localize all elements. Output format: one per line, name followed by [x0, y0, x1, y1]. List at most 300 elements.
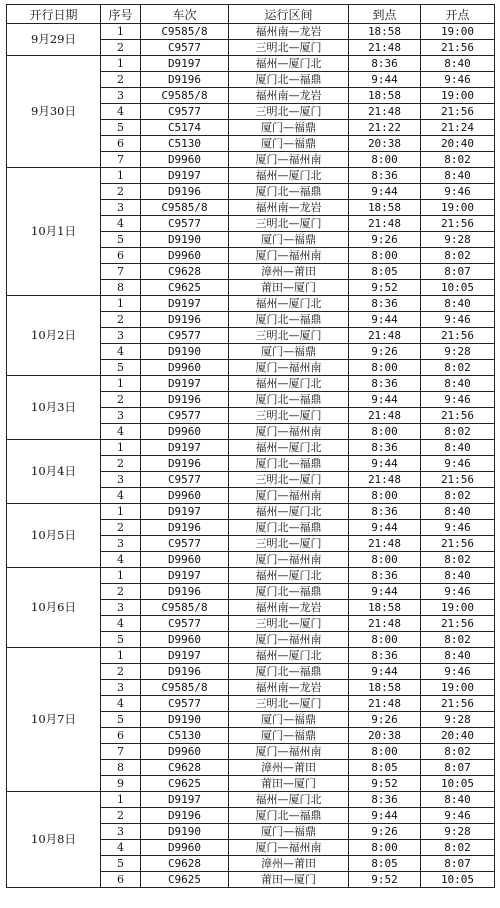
- route-cell: 厦门—福鼎: [229, 712, 349, 728]
- arrive-time-cell: 21:48: [349, 104, 421, 120]
- depart-time-cell: 9:28: [421, 344, 495, 360]
- arrive-time-cell: 8:00: [349, 552, 421, 568]
- header-seq: 序号: [101, 5, 141, 24]
- header-arrive: 到点: [349, 5, 421, 24]
- route-cell: 厦门北—福鼎: [229, 456, 349, 472]
- train-number-cell: C9585/8: [141, 680, 229, 696]
- route-cell: 福州南—龙岩: [229, 88, 349, 104]
- depart-time-cell: 8:40: [421, 296, 495, 312]
- seq-cell: 1: [101, 792, 141, 808]
- arrive-time-cell: 8:05: [349, 264, 421, 280]
- arrive-time-cell: 18:58: [349, 24, 421, 40]
- depart-time-cell: 9:46: [421, 184, 495, 200]
- table-row: [7, 440, 495, 456]
- train-number-cell: C9577: [141, 472, 229, 488]
- seq-cell: 2: [101, 392, 141, 408]
- depart-time-cell: 19:00: [421, 680, 495, 696]
- train-number-cell: C9577: [141, 104, 229, 120]
- arrive-time-cell: 8:00: [349, 744, 421, 760]
- arrive-time-cell: 8:00: [349, 360, 421, 376]
- arrive-time-cell: 21:48: [349, 216, 421, 232]
- train-number-cell: D9197: [141, 568, 229, 584]
- route-cell: 厦门—福州南: [229, 152, 349, 168]
- route-cell: 漳州—莆田: [229, 264, 349, 280]
- route-cell: 三明北—厦门: [229, 472, 349, 488]
- arrive-time-cell: 9:44: [349, 184, 421, 200]
- seq-cell: 1: [101, 504, 141, 520]
- depart-time-cell: 8:40: [421, 504, 495, 520]
- depart-time-cell: 9:28: [421, 824, 495, 840]
- arrive-time-cell: 9:44: [349, 520, 421, 536]
- train-number-cell: C5130: [141, 136, 229, 152]
- depart-time-cell: 21:56: [421, 696, 495, 712]
- depart-time-cell: 21:24: [421, 120, 495, 136]
- table-row: [7, 168, 495, 184]
- depart-time-cell: 8:02: [421, 632, 495, 648]
- route-cell: 福州—厦门北: [229, 648, 349, 664]
- train-number-cell: C9625: [141, 280, 229, 296]
- depart-time-cell: 10:05: [421, 776, 495, 792]
- arrive-time-cell: 21:48: [349, 40, 421, 56]
- depart-time-cell: 8:02: [421, 488, 495, 504]
- arrive-time-cell: 8:36: [349, 648, 421, 664]
- date-cell: 9月29日: [7, 24, 101, 56]
- table-body: [7, 24, 495, 888]
- train-number-cell: C9625: [141, 872, 229, 888]
- arrive-time-cell: 9:44: [349, 584, 421, 600]
- route-cell: 福州—厦门北: [229, 168, 349, 184]
- seq-cell: 1: [101, 648, 141, 664]
- train-number-cell: D9197: [141, 376, 229, 392]
- depart-time-cell: 8:02: [421, 424, 495, 440]
- seq-cell: 4: [101, 216, 141, 232]
- arrive-time-cell: 8:36: [349, 792, 421, 808]
- route-cell: 厦门—福州南: [229, 552, 349, 568]
- train-number-cell: C5174: [141, 120, 229, 136]
- seq-cell: 1: [101, 56, 141, 72]
- arrive-time-cell: 8:00: [349, 488, 421, 504]
- route-cell: 三明北—厦门: [229, 216, 349, 232]
- seq-cell: 3: [101, 328, 141, 344]
- seq-cell: 6: [101, 872, 141, 888]
- depart-time-cell: 9:46: [421, 808, 495, 824]
- train-number-cell: C9577: [141, 40, 229, 56]
- depart-time-cell: 9:46: [421, 584, 495, 600]
- arrive-time-cell: 8:00: [349, 632, 421, 648]
- seq-cell: 4: [101, 840, 141, 856]
- train-number-cell: C9628: [141, 856, 229, 872]
- route-cell: 厦门—福鼎: [229, 120, 349, 136]
- table-row: [7, 56, 495, 72]
- route-cell: 莆田—厦门: [229, 776, 349, 792]
- arrive-time-cell: 9:26: [349, 344, 421, 360]
- depart-time-cell: 21:56: [421, 536, 495, 552]
- route-cell: 厦门—福州南: [229, 248, 349, 264]
- route-cell: 厦门北—福鼎: [229, 392, 349, 408]
- arrive-time-cell: 8:36: [349, 56, 421, 72]
- arrive-time-cell: 18:58: [349, 680, 421, 696]
- arrive-time-cell: 9:52: [349, 280, 421, 296]
- train-number-cell: C9628: [141, 264, 229, 280]
- train-number-cell: D9197: [141, 792, 229, 808]
- seq-cell: 5: [101, 856, 141, 872]
- arrive-time-cell: 9:44: [349, 312, 421, 328]
- train-number-cell: C9577: [141, 216, 229, 232]
- route-cell: 福州南—龙岩: [229, 600, 349, 616]
- route-cell: 厦门—福鼎: [229, 232, 349, 248]
- depart-time-cell: 21:56: [421, 104, 495, 120]
- depart-time-cell: 8:07: [421, 856, 495, 872]
- route-cell: 福州南—龙岩: [229, 24, 349, 40]
- seq-cell: 6: [101, 248, 141, 264]
- train-number-cell: D9196: [141, 392, 229, 408]
- train-number-cell: D9196: [141, 664, 229, 680]
- arrive-time-cell: 8:00: [349, 248, 421, 264]
- seq-cell: 4: [101, 104, 141, 120]
- depart-time-cell: 19:00: [421, 88, 495, 104]
- arrive-time-cell: 20:38: [349, 728, 421, 744]
- seq-cell: 3: [101, 200, 141, 216]
- route-cell: 厦门—福州南: [229, 424, 349, 440]
- table-row: [7, 504, 495, 520]
- depart-time-cell: 8:40: [421, 168, 495, 184]
- arrive-time-cell: 8:36: [349, 376, 421, 392]
- seq-cell: 2: [101, 312, 141, 328]
- seq-cell: 6: [101, 136, 141, 152]
- route-cell: 三明北—厦门: [229, 408, 349, 424]
- train-number-cell: D9197: [141, 440, 229, 456]
- train-number-cell: D9196: [141, 520, 229, 536]
- route-cell: 福州—厦门北: [229, 440, 349, 456]
- depart-time-cell: 20:40: [421, 728, 495, 744]
- route-cell: 三明北—厦门: [229, 40, 349, 56]
- train-number-cell: D9196: [141, 456, 229, 472]
- arrive-time-cell: 9:44: [349, 72, 421, 88]
- depart-time-cell: 8:02: [421, 152, 495, 168]
- route-cell: 三明北—厦门: [229, 104, 349, 120]
- train-number-cell: D9196: [141, 72, 229, 88]
- arrive-time-cell: 21:22: [349, 120, 421, 136]
- date-cell: 9月30日: [7, 56, 101, 168]
- seq-cell: 4: [101, 344, 141, 360]
- seq-cell: 5: [101, 120, 141, 136]
- train-number-cell: D9190: [141, 824, 229, 840]
- arrive-time-cell: 9:52: [349, 776, 421, 792]
- route-cell: 莆田—厦门: [229, 280, 349, 296]
- train-number-cell: D9960: [141, 632, 229, 648]
- train-number-cell: D9960: [141, 488, 229, 504]
- route-cell: 漳州—莆田: [229, 856, 349, 872]
- seq-cell: 7: [101, 152, 141, 168]
- train-number-cell: D9960: [141, 552, 229, 568]
- table-row: [7, 792, 495, 808]
- depart-time-cell: 9:46: [421, 392, 495, 408]
- route-cell: 厦门—福鼎: [229, 344, 349, 360]
- route-cell: 漳州—莆田: [229, 760, 349, 776]
- train-number-cell: D9960: [141, 152, 229, 168]
- seq-cell: 2: [101, 40, 141, 56]
- seq-cell: 4: [101, 488, 141, 504]
- table-row: [7, 296, 495, 312]
- route-cell: 厦门—福州南: [229, 360, 349, 376]
- train-number-cell: D9196: [141, 808, 229, 824]
- depart-time-cell: 21:56: [421, 408, 495, 424]
- seq-cell: 3: [101, 824, 141, 840]
- seq-cell: 3: [101, 472, 141, 488]
- seq-cell: 4: [101, 696, 141, 712]
- seq-cell: 3: [101, 88, 141, 104]
- route-cell: 福州—厦门北: [229, 568, 349, 584]
- seq-cell: 3: [101, 600, 141, 616]
- arrive-time-cell: 21:48: [349, 696, 421, 712]
- depart-time-cell: 8:40: [421, 376, 495, 392]
- train-number-cell: D9190: [141, 712, 229, 728]
- route-cell: 厦门—福州南: [229, 744, 349, 760]
- train-number-cell: C9585/8: [141, 24, 229, 40]
- train-number-cell: D9960: [141, 360, 229, 376]
- arrive-time-cell: 9:26: [349, 232, 421, 248]
- depart-time-cell: 8:40: [421, 568, 495, 584]
- arrive-time-cell: 8:00: [349, 840, 421, 856]
- route-cell: 厦门—福州南: [229, 488, 349, 504]
- train-number-cell: D9196: [141, 584, 229, 600]
- train-number-cell: D9197: [141, 56, 229, 72]
- date-cell: 10月2日: [7, 296, 101, 376]
- arrive-time-cell: 20:38: [349, 136, 421, 152]
- route-cell: 三明北—厦门: [229, 696, 349, 712]
- depart-time-cell: 10:05: [421, 280, 495, 296]
- depart-time-cell: 8:02: [421, 744, 495, 760]
- arrive-time-cell: 18:58: [349, 200, 421, 216]
- route-cell: 厦门—福州南: [229, 840, 349, 856]
- route-cell: 厦门北—福鼎: [229, 184, 349, 200]
- train-number-cell: C9585/8: [141, 200, 229, 216]
- route-cell: 福州—厦门北: [229, 792, 349, 808]
- date-cell: 10月7日: [7, 648, 101, 792]
- arrive-time-cell: 21:48: [349, 472, 421, 488]
- train-number-cell: D9197: [141, 296, 229, 312]
- route-cell: 厦门北—福鼎: [229, 584, 349, 600]
- table-header: [7, 5, 495, 24]
- header-depart: 开点: [421, 5, 495, 24]
- seq-cell: 4: [101, 424, 141, 440]
- date-cell: 10月1日: [7, 168, 101, 296]
- arrive-time-cell: 8:00: [349, 424, 421, 440]
- train-number-cell: D9960: [141, 424, 229, 440]
- arrive-time-cell: 8:36: [349, 296, 421, 312]
- seq-cell: 1: [101, 440, 141, 456]
- seq-cell: 4: [101, 616, 141, 632]
- train-schedule-table: [6, 4, 495, 888]
- route-cell: 福州—厦门北: [229, 504, 349, 520]
- arrive-time-cell: 8:05: [349, 760, 421, 776]
- arrive-time-cell: 8:36: [349, 168, 421, 184]
- depart-time-cell: 9:46: [421, 456, 495, 472]
- seq-cell: 5: [101, 232, 141, 248]
- seq-cell: 2: [101, 456, 141, 472]
- depart-time-cell: 8:40: [421, 792, 495, 808]
- date-cell: 10月6日: [7, 568, 101, 648]
- arrive-time-cell: 8:36: [349, 504, 421, 520]
- route-cell: 厦门北—福鼎: [229, 72, 349, 88]
- seq-cell: 2: [101, 520, 141, 536]
- train-number-cell: D9196: [141, 184, 229, 200]
- table-row: [7, 24, 495, 40]
- depart-time-cell: 21:56: [421, 328, 495, 344]
- date-cell: 10月5日: [7, 504, 101, 568]
- train-number-cell: C9585/8: [141, 600, 229, 616]
- seq-cell: 5: [101, 360, 141, 376]
- depart-time-cell: 9:46: [421, 520, 495, 536]
- train-number-cell: D9197: [141, 168, 229, 184]
- route-cell: 厦门北—福鼎: [229, 664, 349, 680]
- train-number-cell: C5130: [141, 728, 229, 744]
- arrive-time-cell: 8:36: [349, 440, 421, 456]
- seq-cell: 2: [101, 72, 141, 88]
- seq-cell: 2: [101, 808, 141, 824]
- route-cell: 三明北—厦门: [229, 616, 349, 632]
- header-route: 运行区间: [229, 5, 349, 24]
- depart-time-cell: 21:56: [421, 216, 495, 232]
- train-number-cell: C9577: [141, 536, 229, 552]
- seq-cell: 1: [101, 568, 141, 584]
- depart-time-cell: 8:02: [421, 552, 495, 568]
- depart-time-cell: 19:00: [421, 24, 495, 40]
- table-row: [7, 648, 495, 664]
- depart-time-cell: 9:46: [421, 72, 495, 88]
- train-number-cell: C9577: [141, 328, 229, 344]
- route-cell: 福州—厦门北: [229, 296, 349, 312]
- date-cell: 10月3日: [7, 376, 101, 440]
- arrive-time-cell: 9:44: [349, 664, 421, 680]
- seq-cell: 4: [101, 552, 141, 568]
- header-date: 开行日期: [7, 5, 101, 24]
- seq-cell: 7: [101, 264, 141, 280]
- arrive-time-cell: 18:58: [349, 88, 421, 104]
- depart-time-cell: 9:46: [421, 312, 495, 328]
- depart-time-cell: 19:00: [421, 600, 495, 616]
- seq-cell: 3: [101, 408, 141, 424]
- seq-cell: 8: [101, 760, 141, 776]
- date-cell: 10月4日: [7, 440, 101, 504]
- arrive-time-cell: 21:48: [349, 328, 421, 344]
- arrive-time-cell: 9:26: [349, 712, 421, 728]
- depart-time-cell: 19:00: [421, 200, 495, 216]
- route-cell: 厦门—福鼎: [229, 824, 349, 840]
- depart-time-cell: 9:46: [421, 664, 495, 680]
- seq-cell: 3: [101, 680, 141, 696]
- train-number-cell: D9196: [141, 312, 229, 328]
- header-row: [7, 5, 495, 24]
- depart-time-cell: 8:07: [421, 760, 495, 776]
- table-row: [7, 376, 495, 392]
- seq-cell: 7: [101, 744, 141, 760]
- train-number-cell: C9628: [141, 760, 229, 776]
- depart-time-cell: 8:07: [421, 264, 495, 280]
- seq-cell: 3: [101, 536, 141, 552]
- route-cell: 三明北—厦门: [229, 536, 349, 552]
- train-number-cell: D9197: [141, 648, 229, 664]
- arrive-time-cell: 21:48: [349, 616, 421, 632]
- route-cell: 福州南—龙岩: [229, 200, 349, 216]
- route-cell: 厦门—福州南: [229, 632, 349, 648]
- arrive-time-cell: 9:44: [349, 456, 421, 472]
- seq-cell: 1: [101, 376, 141, 392]
- route-cell: 厦门—福鼎: [229, 136, 349, 152]
- depart-time-cell: 8:02: [421, 840, 495, 856]
- seq-cell: 5: [101, 712, 141, 728]
- arrive-time-cell: 9:44: [349, 808, 421, 824]
- arrive-time-cell: 9:26: [349, 824, 421, 840]
- arrive-time-cell: 8:00: [349, 152, 421, 168]
- train-number-cell: C9625: [141, 776, 229, 792]
- seq-cell: 1: [101, 24, 141, 40]
- route-cell: 厦门—福鼎: [229, 728, 349, 744]
- arrive-time-cell: 9:52: [349, 872, 421, 888]
- seq-cell: 9: [101, 776, 141, 792]
- arrive-time-cell: 21:48: [349, 408, 421, 424]
- seq-cell: 2: [101, 584, 141, 600]
- route-cell: 福州—厦门北: [229, 56, 349, 72]
- depart-time-cell: 8:02: [421, 360, 495, 376]
- arrive-time-cell: 21:48: [349, 536, 421, 552]
- route-cell: 莆田—厦门: [229, 872, 349, 888]
- depart-time-cell: 8:02: [421, 248, 495, 264]
- depart-time-cell: 10:05: [421, 872, 495, 888]
- depart-time-cell: 21:56: [421, 40, 495, 56]
- depart-time-cell: 8:40: [421, 648, 495, 664]
- train-number-cell: C9577: [141, 696, 229, 712]
- depart-time-cell: 21:56: [421, 472, 495, 488]
- train-number-cell: D9190: [141, 232, 229, 248]
- train-number-cell: C9585/8: [141, 88, 229, 104]
- table-row: [7, 568, 495, 584]
- train-number-cell: D9960: [141, 840, 229, 856]
- arrive-time-cell: 18:58: [349, 600, 421, 616]
- seq-cell: 8: [101, 280, 141, 296]
- seq-cell: 1: [101, 168, 141, 184]
- depart-time-cell: 8:40: [421, 440, 495, 456]
- seq-cell: 2: [101, 664, 141, 680]
- seq-cell: 5: [101, 632, 141, 648]
- date-cell: 10月8日: [7, 792, 101, 888]
- train-number-cell: D9960: [141, 248, 229, 264]
- train-number-cell: D9190: [141, 344, 229, 360]
- depart-time-cell: 9:28: [421, 232, 495, 248]
- seq-cell: 1: [101, 296, 141, 312]
- route-cell: 福州—厦门北: [229, 376, 349, 392]
- route-cell: 三明北—厦门: [229, 328, 349, 344]
- depart-time-cell: 8:40: [421, 56, 495, 72]
- train-number-cell: C9577: [141, 616, 229, 632]
- route-cell: 福州南—龙岩: [229, 680, 349, 696]
- depart-time-cell: 9:28: [421, 712, 495, 728]
- train-number-cell: D9960: [141, 744, 229, 760]
- arrive-time-cell: 8:36: [349, 568, 421, 584]
- header-train: 车次: [141, 5, 229, 24]
- train-number-cell: D9197: [141, 504, 229, 520]
- depart-time-cell: 21:56: [421, 616, 495, 632]
- train-number-cell: C9577: [141, 408, 229, 424]
- depart-time-cell: 20:40: [421, 136, 495, 152]
- route-cell: 厦门北—福鼎: [229, 312, 349, 328]
- arrive-time-cell: 8:05: [349, 856, 421, 872]
- route-cell: 厦门北—福鼎: [229, 808, 349, 824]
- seq-cell: 6: [101, 728, 141, 744]
- arrive-time-cell: 9:44: [349, 392, 421, 408]
- seq-cell: 2: [101, 184, 141, 200]
- route-cell: 厦门北—福鼎: [229, 520, 349, 536]
